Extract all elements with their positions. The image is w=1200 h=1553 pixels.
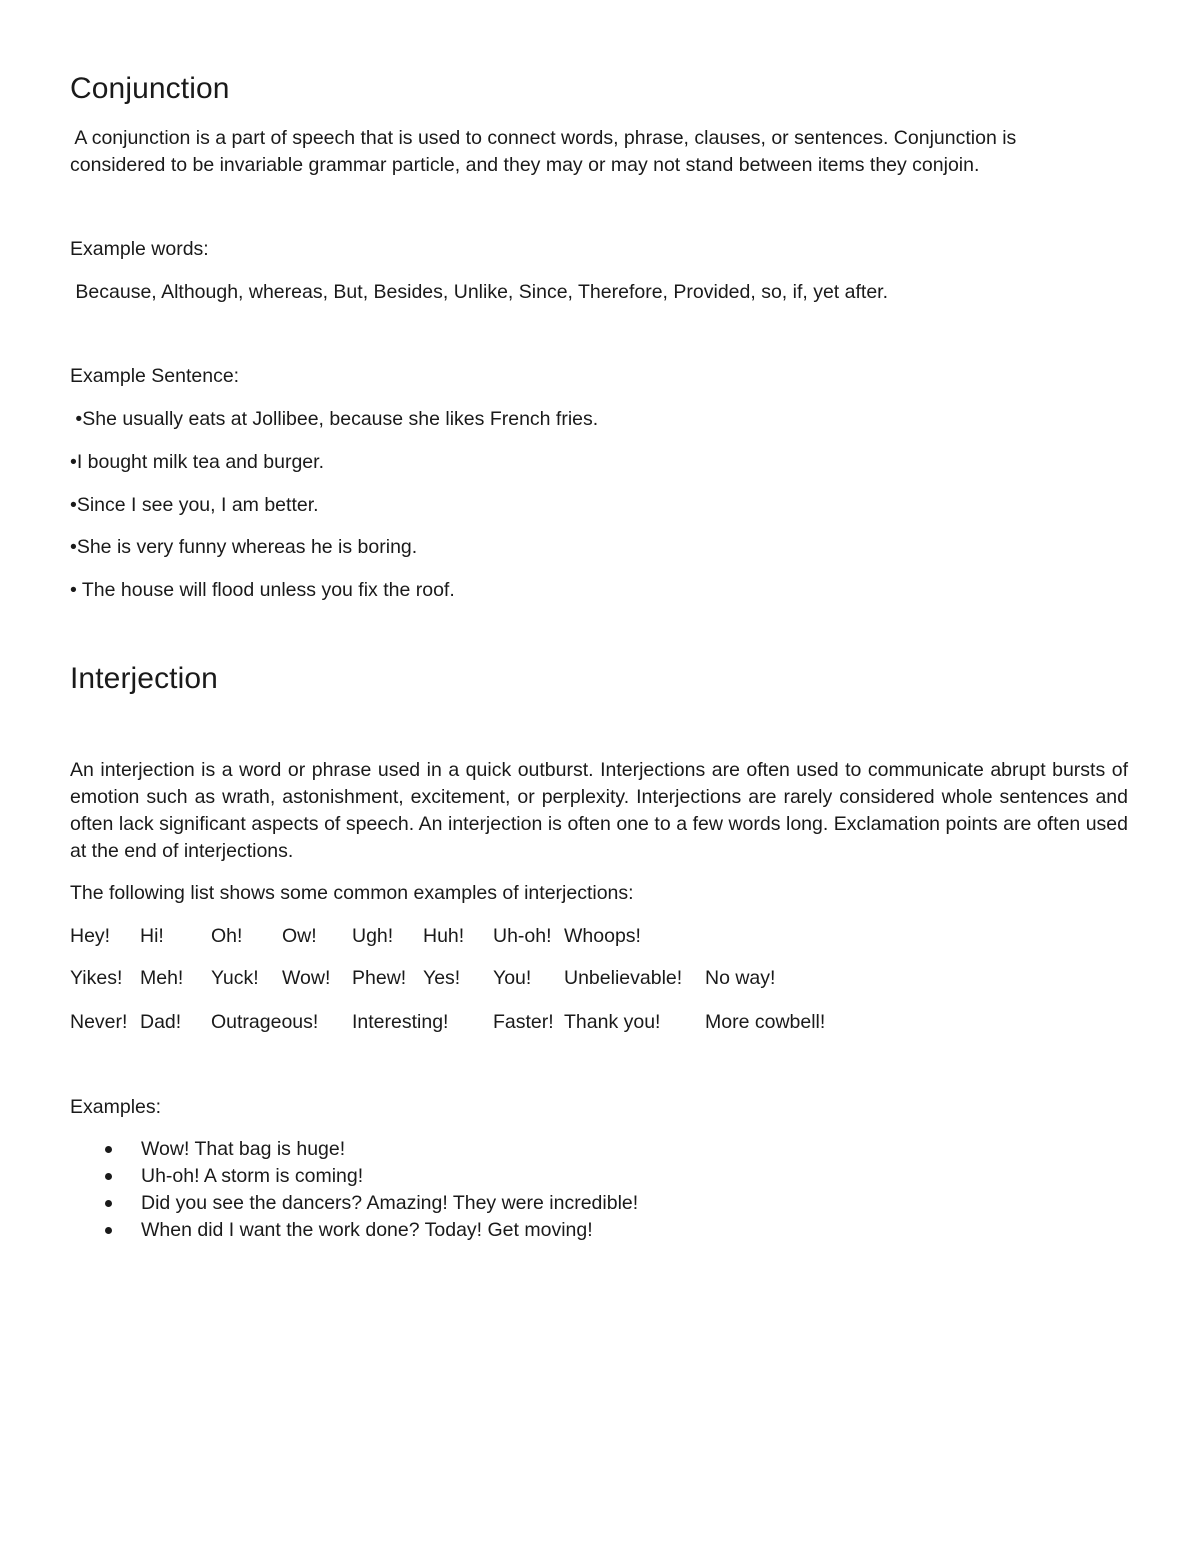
interjection-cell: Ugh! xyxy=(352,925,394,947)
interjection-cell: Wow! xyxy=(282,967,331,989)
example-sentence-4: •She is very funny whereas he is boring. xyxy=(70,536,418,558)
example-text: Did you see the dancers? Amazing! They were incredible! xyxy=(141,1192,639,1214)
bullet-icon xyxy=(105,1173,112,1180)
example-sentence-5: • The house will flood unless you fix the roof. xyxy=(70,579,455,601)
conjunction-heading: Conjunction xyxy=(70,72,230,105)
example-sentence-3: •Since I see you, I am better. xyxy=(70,494,319,516)
interjection-cell: Never! xyxy=(70,1011,128,1033)
list-item xyxy=(70,1217,638,1244)
interjection-cell: Phew! xyxy=(352,967,407,989)
interjection-cell: Hi! xyxy=(140,925,164,947)
interjection-cell: Faster! xyxy=(493,1011,554,1033)
bullet-icon xyxy=(105,1146,112,1153)
list-item xyxy=(70,1136,638,1163)
bullet-icon xyxy=(105,1200,112,1207)
example-sentence-label: Example Sentence: xyxy=(70,365,240,387)
interjection-cell: Dad! xyxy=(140,1011,182,1033)
interjection-cell: Unbelievable! xyxy=(564,967,683,989)
examples-list xyxy=(70,1136,638,1244)
interjection-cell: Whoops! xyxy=(564,925,641,947)
interjection-cell: Huh! xyxy=(423,925,465,947)
example-text: When did I want the work done? Today! Get moving! xyxy=(141,1219,593,1241)
interjection-cell: Yuck! xyxy=(211,967,259,989)
example-text: Uh-oh! A storm is coming! xyxy=(141,1165,364,1187)
interjection-cell: Meh! xyxy=(140,967,184,989)
conjunction-definition-line2: considered to be invariable grammar particle, and they may or may not stand between items they conjoin. xyxy=(70,154,980,176)
example-sentence-2: •I bought milk tea and burger. xyxy=(70,451,324,473)
interjection-cell: Hey! xyxy=(70,925,111,947)
example-text: Wow! That bag is huge! xyxy=(141,1138,346,1160)
bullet-icon xyxy=(105,1227,112,1234)
interjection-cell: Outrageous! xyxy=(211,1011,319,1033)
interjection-cell: No way! xyxy=(705,967,776,989)
interjection-cell: Yes! xyxy=(423,967,461,989)
list-item xyxy=(70,1190,638,1217)
interjection-heading: Interjection xyxy=(70,662,218,695)
conjunction-definition-line1: A conjunction is a part of speech that is used to connect words, phrase, clauses, or sentences. Conjunction is xyxy=(70,127,1017,149)
example-words-label: Example words: xyxy=(70,238,209,260)
interjection-cell: Oh! xyxy=(211,925,243,947)
interjection-cell: Thank you! xyxy=(564,1011,661,1033)
interjection-cell: Interesting! xyxy=(352,1011,449,1033)
interjection-cell: You! xyxy=(493,967,532,989)
interjection-cell: Uh-oh! xyxy=(493,925,552,947)
example-sentence-1: •She usually eats at Jollibee, because she likes French fries. xyxy=(70,408,599,430)
list-item xyxy=(70,1163,638,1190)
example-words-list: Because, Although, whereas, But, Besides, Unlike, Since, Therefore, Provided, so, if, yet after. xyxy=(70,281,889,303)
interjection-definition: An interjection is a word or phrase used in a quick outburst. Interjections are often used to communicate abrupt bursts of emotion such as wrath, astonishment, excitement, or perplexity. Interjections are rarely considered whole sentences and often lack significant aspects of speech. An interjection is often one to a few words long. Exclamation points are often used at the end of interjections. xyxy=(70,759,1128,862)
interjection-cell: More cowbell! xyxy=(705,1011,826,1033)
interjection-cell: Ow! xyxy=(282,925,317,947)
examples-label: Examples: xyxy=(70,1096,162,1118)
interjection-cell: Yikes! xyxy=(70,967,123,989)
interjection-list-intro: The following list shows some common examples of interjections: xyxy=(70,882,634,904)
